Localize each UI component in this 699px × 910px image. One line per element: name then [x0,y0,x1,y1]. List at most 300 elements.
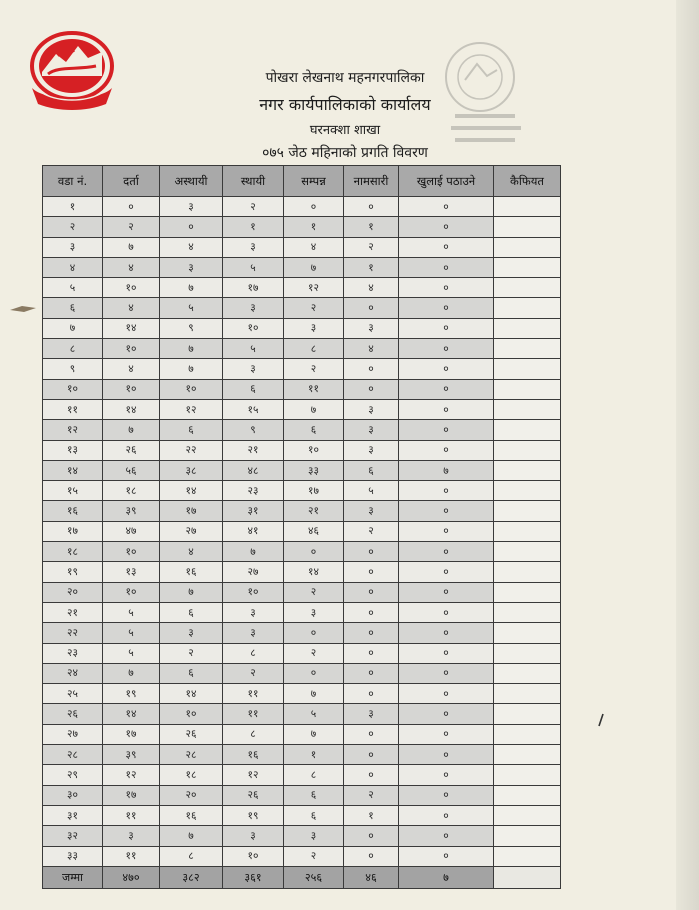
table-cell: १८ [160,765,223,785]
table-cell: २ [160,643,223,663]
table-cell: ५ [103,623,160,643]
table-cell: १ [284,745,344,765]
table-cell: ० [399,257,494,277]
table-cell: १२ [160,399,223,419]
table-cell: १७ [284,481,344,501]
table-cell: ५६ [103,460,160,480]
table-cell: १७ [223,278,284,298]
table-cell [494,826,561,846]
table-cell: ० [399,765,494,785]
table-cell: १२ [284,278,344,298]
table-cell: ७ [103,420,160,440]
table-cell: ४६ [284,521,344,541]
table-row [43,399,561,419]
table-cell [494,542,561,562]
table-cell [494,582,561,602]
table-cell: ११ [284,379,344,399]
table-cell: १९ [223,805,284,825]
table-cell [494,318,561,338]
table-cell: ७ [160,278,223,298]
table-cell: ३ [223,359,284,379]
table-row [43,379,561,399]
table-cell: ० [399,237,494,257]
ward-number-cell: १ [43,197,103,217]
report-title: ०७५ जेठ महिनाको प्रगति विवरण [262,145,428,161]
table-cell: २ [284,643,344,663]
table-cell: ६ [223,379,284,399]
table-cell: १८ [103,481,160,501]
table-row [43,724,561,744]
table-cell: १७ [103,724,160,744]
table-cell: १६ [160,562,223,582]
table-cell: २ [103,217,160,237]
ward-number-cell: २३ [43,643,103,663]
column-header-ward: वडा नं. [43,166,103,197]
table-cell: ४८ [223,460,284,480]
ward-number-cell: ३३ [43,846,103,866]
table-row [43,582,561,602]
table-cell: ३ [223,298,284,318]
table-cell: ० [399,521,494,541]
table-cell: ० [344,663,399,683]
paper-mark [596,712,606,728]
table-cell: १ [344,257,399,277]
table-cell [494,623,561,643]
table-cell: ४ [284,237,344,257]
table-cell: ६ [160,420,223,440]
column-header-temporary: अस्थायी [160,166,223,197]
table-cell: ७ [103,663,160,683]
table-row [43,278,561,298]
ward-number-cell: २० [43,582,103,602]
ward-number-cell: २६ [43,704,103,724]
table-cell: ० [284,542,344,562]
table-cell: ७ [103,237,160,257]
table-cell: ० [344,197,399,217]
column-header-registered: दर्ता [103,166,160,197]
table-cell: ७ [160,826,223,846]
ward-number-cell: २ [43,217,103,237]
table-cell [494,197,561,217]
section-name: घरनक्शा शाखा [309,123,381,138]
ward-number-cell: ७ [43,318,103,338]
table-row [43,318,561,338]
table-cell [494,217,561,237]
table-cell: ० [399,745,494,765]
table-cell: ४ [103,298,160,318]
table-cell [494,805,561,825]
ward-number-cell: ६ [43,298,103,318]
table-cell: ६ [284,805,344,825]
table-row [43,684,561,704]
ward-number-cell: ३१ [43,805,103,825]
table-cell: ६ [160,602,223,622]
table-cell: १० [223,846,284,866]
column-header-permanent: स्थायी [223,166,284,197]
table-cell: ४१ [223,521,284,541]
table-cell: ० [399,602,494,622]
table-cell: ० [399,440,494,460]
table-cell: ० [344,826,399,846]
ward-number-cell: १३ [43,440,103,460]
ward-number-cell: २१ [43,602,103,622]
table-cell: २६ [160,724,223,744]
table-cell: २ [284,298,344,318]
table-cell: ४ [103,257,160,277]
table-cell: ७ [160,339,223,359]
table-row [43,805,561,825]
table-cell: १४ [103,318,160,338]
total-cell: ७ [399,866,494,888]
table-cell: २ [344,521,399,541]
ward-number-cell: १७ [43,521,103,541]
table-cell: ० [399,359,494,379]
table-row [43,623,561,643]
table-cell [494,785,561,805]
table-cell: १२ [223,765,284,785]
table-cell: ३ [223,237,284,257]
table-cell [494,399,561,419]
ward-number-cell: ३ [43,237,103,257]
table-row [43,602,561,622]
ward-number-cell: १२ [43,420,103,440]
table-row [43,846,561,866]
table-cell: ८ [284,339,344,359]
table-row [43,663,561,683]
table-cell: ० [160,217,223,237]
table-cell: ० [399,339,494,359]
table-cell: ० [344,623,399,643]
table-cell: ३३ [284,460,344,480]
table-cell: २२ [160,440,223,460]
column-header-completed: सम्पन्न [284,166,344,197]
table-cell: ३ [284,318,344,338]
table-cell: ३ [160,623,223,643]
table-cell: ० [344,765,399,785]
table-cell: ० [399,379,494,399]
total-label: जम्मा [43,866,103,888]
table-cell [494,237,561,257]
table-header-row [43,166,561,197]
table-cell [494,359,561,379]
table-cell: ० [399,501,494,521]
ward-number-cell: १६ [43,501,103,521]
table-cell [494,379,561,399]
table-cell: २७ [160,521,223,541]
table-cell: ५ [103,602,160,622]
table-row [43,197,561,217]
table-row [43,704,561,724]
table-cell [494,643,561,663]
table-cell: ० [284,623,344,643]
table-cell: १० [103,542,160,562]
table-row [43,785,561,805]
table-cell: ० [344,298,399,318]
table-cell: १० [103,339,160,359]
table-cell: २ [284,582,344,602]
table-cell [494,440,561,460]
table-cell: ० [344,745,399,765]
table-cell: ६ [284,420,344,440]
table-cell: ११ [223,704,284,724]
table-cell: १० [284,440,344,460]
table-cell: २६ [103,440,160,460]
table-cell: ८ [223,643,284,663]
table-cell: ७ [284,724,344,744]
table-cell: ५ [344,481,399,501]
table-cell: ४ [160,542,223,562]
table-cell: ६ [284,785,344,805]
table-row [43,298,561,318]
table-row [43,237,561,257]
ward-number-cell: २९ [43,765,103,785]
table-cell: २ [344,237,399,257]
table-cell: ० [399,217,494,237]
table-cell: ० [399,197,494,217]
municipality-name: पोखरा लेखनाथ महनगरपालिका [265,70,425,86]
table-cell: १५ [223,399,284,419]
table-cell: ३ [223,623,284,643]
table-cell: २३ [223,481,284,501]
table-cell: १७ [103,785,160,805]
table-cell: ८ [223,724,284,744]
table-cell [494,460,561,480]
table-cell: ७ [399,460,494,480]
table-cell: २१ [284,501,344,521]
table-cell: ४ [344,339,399,359]
table-cell: ३९ [103,501,160,521]
table-row [43,339,561,359]
table-cell: ४ [344,278,399,298]
ward-number-cell: ३२ [43,826,103,846]
table-cell: ० [344,359,399,379]
table-cell: ० [344,643,399,663]
table-cell: ४ [160,237,223,257]
ward-number-cell: १४ [43,460,103,480]
table-cell: ० [399,298,494,318]
table-cell: १ [344,805,399,825]
table-cell: ६ [344,460,399,480]
table-cell: ० [103,197,160,217]
total-cell [494,866,561,888]
table-cell: ३ [344,501,399,521]
table-cell: १० [103,379,160,399]
table-row [43,257,561,277]
table-cell: २१ [223,440,284,460]
table-cell: ० [284,663,344,683]
table-cell: ३८ [160,460,223,480]
ward-number-cell: ११ [43,399,103,419]
table-cell: २ [223,197,284,217]
table-cell: ५ [223,339,284,359]
total-cell: २५६ [284,866,344,888]
table-row [43,765,561,785]
table-cell: १० [223,582,284,602]
column-header-sent-open: खुलाई पठाउने [399,166,494,197]
total-cell: ४६ [344,866,399,888]
table-row [43,745,561,765]
table-cell: १४ [103,399,160,419]
table-cell: ३ [160,257,223,277]
table-cell: ७ [284,399,344,419]
table-cell [494,562,561,582]
table-cell: ० [399,704,494,724]
ward-number-cell: १९ [43,562,103,582]
table-cell: ५ [284,704,344,724]
table-cell [494,420,561,440]
table-cell [494,521,561,541]
table-cell: १० [103,582,160,602]
table-row [43,501,561,521]
table-cell: ७ [160,582,223,602]
table-cell: ० [344,846,399,866]
table-row [43,542,561,562]
table-row [43,826,561,846]
table-cell [494,745,561,765]
table-cell [494,481,561,501]
table-cell: ४ [103,359,160,379]
table-cell: ९ [160,318,223,338]
table-cell [494,846,561,866]
table-cell [494,298,561,318]
table-cell: ० [399,826,494,846]
table-cell: ४७ [103,521,160,541]
table-cell: ० [399,684,494,704]
table-cell: १४ [160,684,223,704]
ward-number-cell: ८ [43,339,103,359]
ward-number-cell: २५ [43,684,103,704]
table-cell: ० [399,318,494,338]
table-cell: ० [399,663,494,683]
table-cell [494,704,561,724]
table-cell: ३ [344,440,399,460]
table-cell: ० [399,542,494,562]
ward-number-cell: २४ [43,663,103,683]
table-cell: ३ [223,826,284,846]
ward-number-cell: १५ [43,481,103,501]
table-cell: ५ [160,298,223,318]
table-cell: ० [399,420,494,440]
table-cell: ९ [223,420,284,440]
table-cell: ० [399,481,494,501]
table-cell: ० [399,399,494,419]
paper-speck [8,300,38,316]
column-header-remarks: कैफियत [494,166,561,197]
page-edge-shadow [676,0,699,910]
table-cell: २ [344,785,399,805]
table-cell: ५ [103,643,160,663]
table-cell: २० [160,785,223,805]
table-cell: १० [160,704,223,724]
table-cell: ० [344,684,399,704]
table-row [43,643,561,663]
table-row [43,460,561,480]
ward-number-cell: १० [43,379,103,399]
table-cell: ७ [223,542,284,562]
table-cell: २७ [223,562,284,582]
table-cell: १४ [103,704,160,724]
table-cell: ३ [103,826,160,846]
table-cell: १४ [160,481,223,501]
table-cell [494,278,561,298]
table-cell: २६ [223,785,284,805]
ward-number-cell: २८ [43,745,103,765]
table-row [43,562,561,582]
table-cell: १६ [223,745,284,765]
column-header-name-transfer: नामसारी [344,166,399,197]
table-cell: १ [223,217,284,237]
table-cell: १९ [103,684,160,704]
table-cell: २८ [160,745,223,765]
table-cell: ३१ [223,501,284,521]
table-cell: १२ [103,765,160,785]
table-cell: १६ [160,805,223,825]
table-row [43,440,561,460]
table-cell: ११ [103,805,160,825]
table-row [43,359,561,379]
table-row [43,420,561,440]
table-cell: ३ [344,318,399,338]
table-cell: ३९ [103,745,160,765]
table-cell [494,339,561,359]
ward-number-cell: १८ [43,542,103,562]
office-name: नगर कार्यपालिकाको कार्यालय [259,95,431,114]
table-cell: १ [284,217,344,237]
table-cell: ११ [223,684,284,704]
table-cell: ३ [284,826,344,846]
table-cell: ३ [344,399,399,419]
ward-number-cell: ३० [43,785,103,805]
table-cell: ६ [160,663,223,683]
table-cell: ७ [284,684,344,704]
table-cell: ५ [223,257,284,277]
table-row [43,481,561,501]
ward-number-cell: ४ [43,257,103,277]
table-row [43,217,561,237]
table-cell: ० [399,785,494,805]
table-cell [494,765,561,785]
table-cell [494,663,561,683]
table-cell [494,501,561,521]
nepal-emblem-logo [26,26,118,110]
ward-number-cell: २२ [43,623,103,643]
ward-number-cell: ९ [43,359,103,379]
table-cell: ११ [103,846,160,866]
table-cell [494,724,561,744]
table-cell: १३ [103,562,160,582]
table-cell: ३ [284,602,344,622]
progress-table [42,165,561,889]
ward-number-cell: २७ [43,724,103,744]
total-cell: ४७० [103,866,160,888]
table-cell [494,257,561,277]
table-cell: ० [399,582,494,602]
table-cell: ८ [284,765,344,785]
table-cell: ० [344,379,399,399]
table-cell: ३ [344,704,399,724]
table-cell: १० [223,318,284,338]
table-cell: ० [344,582,399,602]
table-cell: २ [284,846,344,866]
table-cell: ० [399,562,494,582]
table-cell: ३ [344,420,399,440]
table-cell: १ [344,217,399,237]
table-cell: २ [284,359,344,379]
total-cell: ३८२ [160,866,223,888]
table-cell: १७ [160,501,223,521]
table-cell: २ [223,663,284,683]
table-cell: १० [103,278,160,298]
